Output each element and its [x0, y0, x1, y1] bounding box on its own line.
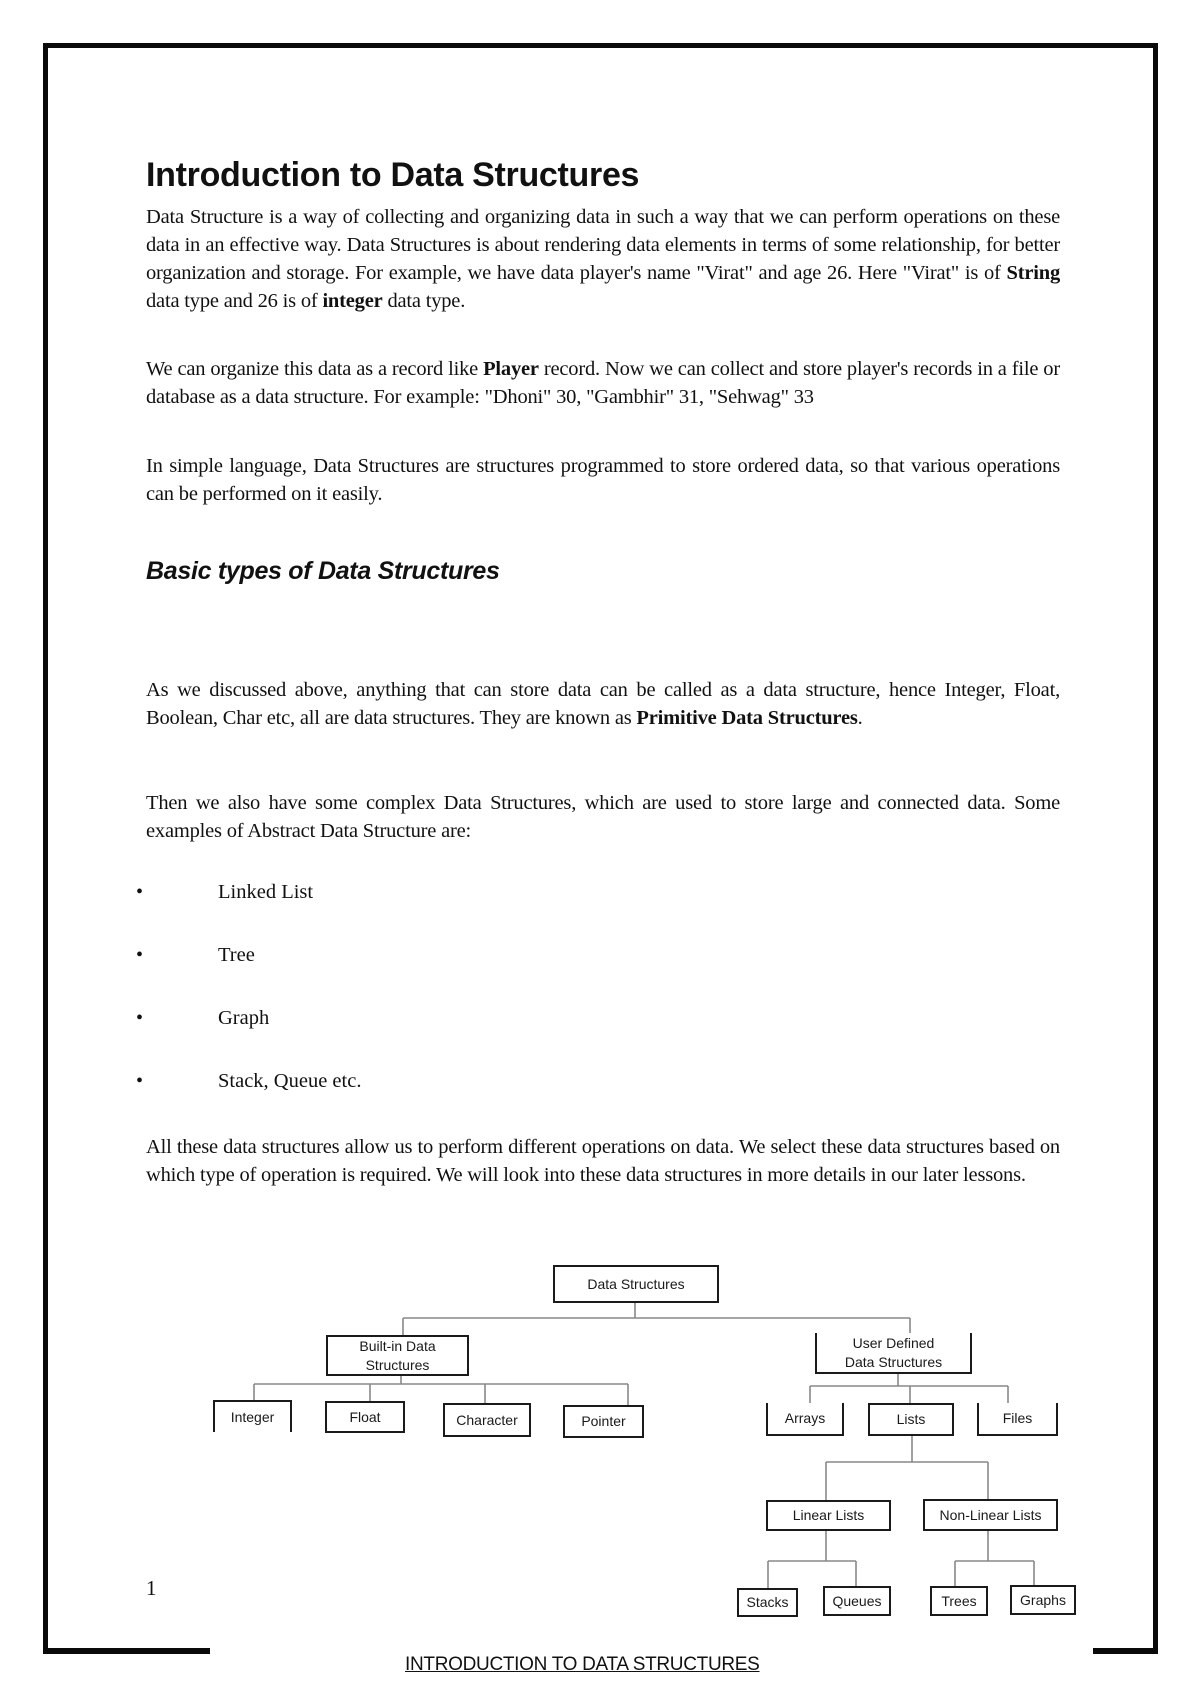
text-span: As we discussed above, anything that can store data can be called as a data structure, hence Integer, Float, Boolean, Char etc, all are data structures. They are known as	[146, 679, 1060, 729]
bold-term-primitive: Primitive Data Structures	[636, 707, 858, 729]
text-span: .	[857, 707, 863, 729]
page-border-top	[43, 43, 1158, 48]
list-item-label: Graph	[218, 1007, 270, 1029]
diagram-node-character: Character	[443, 1403, 531, 1437]
abstract-ds-list	[136, 878, 361, 1130]
record-paragraph	[146, 355, 1060, 411]
list-item	[136, 878, 361, 941]
list-item-label: Tree	[218, 944, 255, 966]
diagram-node-trees: Trees	[930, 1586, 988, 1616]
diagram-node-lists: Lists	[868, 1403, 954, 1436]
primitive-paragraph	[146, 676, 1060, 732]
page-border-bottom-right	[1093, 1648, 1158, 1654]
diagram-node-arrays: Arrays	[766, 1403, 844, 1436]
diagram-node-stacks: Stacks	[737, 1588, 798, 1617]
complex-paragraph: Then we also have some complex Data Structures, which are used to store large and connected data. Some examples of Abstract Data Structure are:	[146, 792, 1060, 842]
text-span: data type and 26 is of	[146, 290, 323, 312]
bold-term-player: Player	[483, 358, 539, 380]
text-span: We can organize this data as a record like	[146, 358, 484, 380]
connector-root	[403, 1302, 910, 1336]
bullet-icon: •	[136, 881, 144, 903]
list-item-label: Linked List	[218, 881, 314, 903]
page-title: Introduction to Data Structures	[146, 156, 640, 194]
diagram-node-files: Files	[977, 1403, 1058, 1436]
node-label-line: User Defined	[852, 1334, 935, 1351]
section-heading: Basic types of Data Structures	[146, 557, 500, 585]
page-border-left	[43, 43, 48, 1653]
connector-builtin	[254, 1375, 628, 1406]
bullet-icon: •	[136, 1070, 144, 1092]
diagram-node-builtin	[326, 1335, 469, 1376]
list-item-label: Stack, Queue etc.	[218, 1070, 362, 1092]
node-label-line: Data Structures	[844, 1353, 943, 1370]
list-item	[136, 1004, 361, 1067]
text-span: Data Structure is a way of collecting and organizing data in such a way that we can perform operations on these data in an effective way. Data Structures is about rendering data elements in terms of some relationship, for better organization and storage. For example, we have data player's name "Virat" and age 26. Here "Virat" is of	[146, 206, 1060, 284]
text-span: data type.	[382, 290, 466, 312]
diagram-node-float: Float	[325, 1401, 405, 1433]
connector-linear	[768, 1530, 856, 1589]
intro-paragraph	[146, 203, 1060, 315]
bold-term-string: String	[1006, 262, 1060, 284]
diagram-node-nonlinear-lists: Non-Linear Lists	[923, 1499, 1058, 1531]
list-item	[136, 941, 361, 1004]
diagram-node-linear-lists: Linear Lists	[766, 1500, 891, 1531]
connector-userdefined	[810, 1373, 1008, 1404]
simple-language-paragraph: In simple language, Data Structures are structures programmed to store ordered data, so that various operations can be performed on it easily.	[146, 455, 1060, 505]
closing-paragraph: All these data structures allow us to perform different operations on data. We select these data structures based on which type of operation is required. We will look into these data structures in more details in our later lessons.	[146, 1136, 1060, 1186]
diagram-node-integer: Integer	[213, 1400, 292, 1432]
diagram-node-graphs: Graphs	[1010, 1585, 1076, 1615]
page-border-bottom-left	[43, 1648, 210, 1654]
connector-nonlinear	[955, 1530, 1034, 1587]
diagram-node-queues: Queues	[823, 1586, 891, 1616]
diagram-node-userdefined	[815, 1333, 972, 1374]
list-item	[136, 1067, 361, 1130]
page-footer: INTRODUCTION TO DATA STRUCTURES	[405, 1654, 760, 1675]
bullet-icon: •	[136, 1007, 144, 1029]
connector-lists	[826, 1436, 988, 1500]
diagram-node-root: Data Structures	[553, 1265, 719, 1303]
node-label-line: Structures	[365, 1356, 430, 1373]
page-number: 1	[146, 1576, 157, 1600]
node-label-line: Built-in Data	[359, 1337, 436, 1354]
bullet-icon: •	[136, 944, 144, 966]
diagram-node-pointer: Pointer	[563, 1405, 644, 1438]
text-span: record. Now we can collect and store player's records in a file or database as a data structure. For example: "Dhoni" 30, "Gambhir" 31, "Sehwag" 33	[146, 358, 1060, 408]
bold-term-integer: integer	[322, 290, 383, 312]
page-border-right	[1153, 43, 1158, 1653]
